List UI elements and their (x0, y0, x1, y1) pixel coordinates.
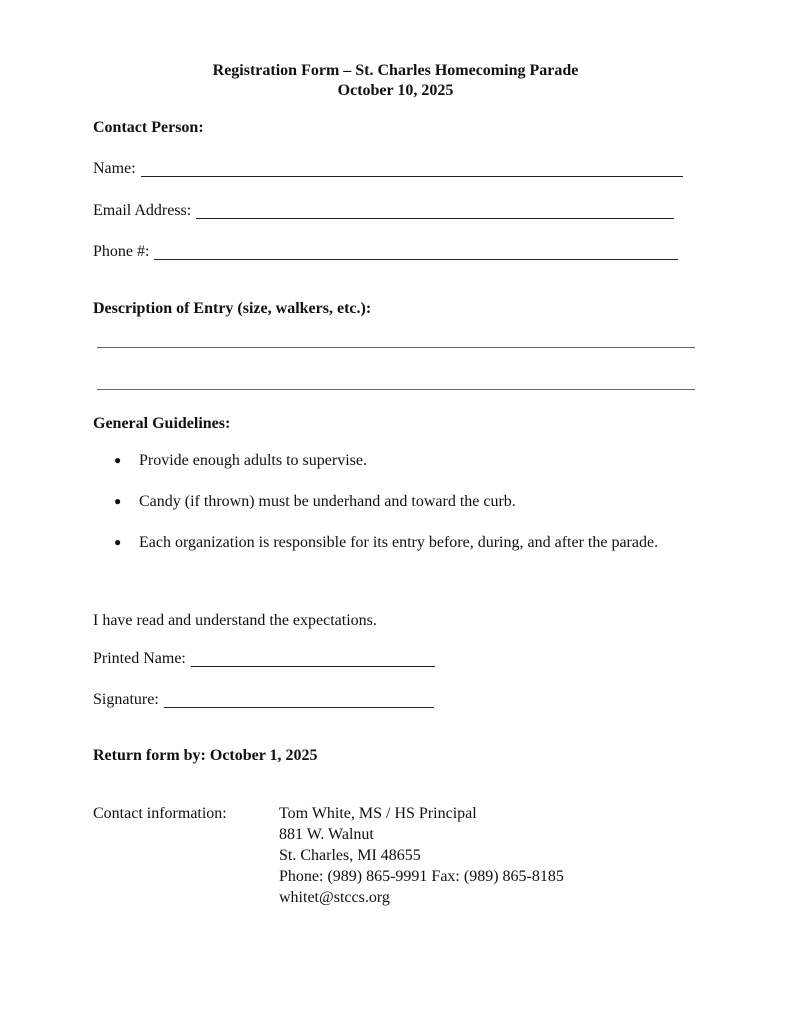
signature-field (93, 689, 434, 709)
guidelines-list (114, 450, 694, 573)
acknowledgement-statement: I have read and understand the expectations. (93, 612, 377, 629)
phone-input-line[interactable] (154, 243, 678, 260)
phone-label: Phone #: (93, 243, 150, 260)
contact-email[interactable]: whitet@stccs.org (279, 889, 390, 906)
guideline-text: Provide enough adults to supervise. (139, 452, 367, 469)
contact-name: Tom White, MS / HS Principal (279, 805, 477, 822)
phone-field (93, 241, 678, 261)
signature-label: Signature: (93, 691, 159, 708)
entry-description-line-2[interactable] (97, 389, 695, 390)
email-field (93, 200, 674, 220)
printed-name-input-line[interactable] (191, 650, 435, 667)
printed-name-field (93, 648, 435, 668)
contact-info-block (279, 803, 564, 908)
guideline-text: Each organization is responsible for its entry before, during, and after the parade. (139, 534, 659, 551)
bullet-icon: ● (114, 535, 122, 549)
signature-input-line[interactable] (164, 691, 434, 708)
contact-info-label: Contact information: (93, 805, 227, 822)
entry-description-heading: Description of Entry (size, walkers, etc.): (93, 300, 372, 317)
entry-description-line-1[interactable] (97, 347, 695, 348)
name-input-line[interactable] (141, 160, 683, 177)
name-label: Name: (93, 160, 136, 177)
bullet-icon: ● (114, 494, 122, 508)
guideline-text: Candy (if thrown) must be underhand and toward the curb. (139, 493, 516, 510)
name-field (93, 158, 683, 178)
return-deadline: Return form by: October 1, 2025 (93, 747, 318, 764)
bullet-icon: ● (114, 453, 122, 467)
guideline-item (114, 491, 694, 512)
contact-phone-fax: Phone: (989) 865-9991 Fax: (989) 865-8185 (279, 868, 564, 885)
form-title: Registration Form – St. Charles Homecoming Parade (212, 62, 579, 79)
printed-name-label: Printed Name: (93, 650, 186, 667)
event-date: October 10, 2025 (337, 82, 454, 99)
guideline-item (114, 532, 694, 553)
contact-city: St. Charles, MI 48655 (279, 847, 421, 864)
guidelines-heading: General Guidelines: (93, 415, 231, 432)
contact-street: 881 W. Walnut (279, 826, 374, 843)
contact-person-heading: Contact Person: (93, 119, 204, 136)
guideline-item (114, 450, 694, 471)
email-label: Email Address: (93, 202, 192, 219)
email-input-line[interactable] (196, 202, 674, 219)
